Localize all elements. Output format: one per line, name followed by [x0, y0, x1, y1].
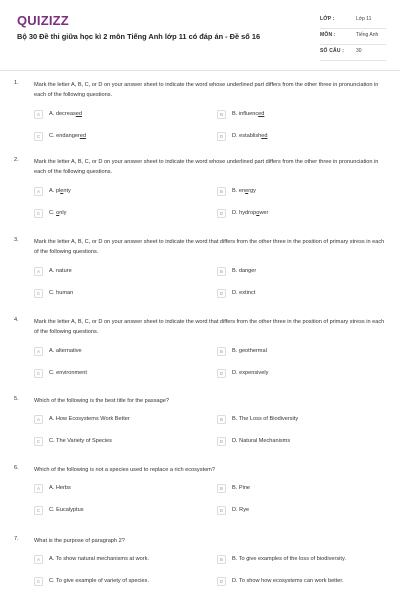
answer-option-d[interactable]: [217, 504, 249, 516]
question-number: 4.: [14, 317, 19, 323]
answer-option-a[interactable]: [34, 265, 72, 277]
option-letter-box[interactable]: A: [34, 110, 43, 119]
option-letter-box[interactable]: C: [34, 132, 43, 141]
answer-option-b[interactable]: [217, 482, 250, 494]
option-letter-box[interactable]: D: [217, 437, 226, 446]
meta-row-subject: [320, 31, 386, 45]
answer-option-a[interactable]: [34, 345, 82, 357]
option-text: B. geothermal: [232, 348, 267, 354]
underlined-part: ed: [258, 111, 265, 117]
option-letter-box[interactable]: C: [34, 577, 43, 586]
option-text: C. Eucalyptus: [49, 507, 84, 513]
option-letter-box[interactable]: D: [217, 506, 226, 515]
option-letter-box[interactable]: C: [34, 289, 43, 298]
option-text: B. influenced: [232, 111, 265, 117]
option-letter-box[interactable]: A: [34, 484, 43, 493]
question-text: Mark the letter A, B, C, or D on your answer sheet to indicate the word that differs from the other three in the position of primary stress in each of the following questions.: [34, 239, 385, 255]
answer-option-a[interactable]: [34, 413, 130, 425]
option-text: A. Herbs: [49, 485, 71, 491]
answer-option-c[interactable]: [34, 207, 66, 219]
option-letter-box[interactable]: D: [217, 132, 226, 141]
option-letter-box[interactable]: D: [217, 289, 226, 298]
option-letter-box[interactable]: B: [217, 415, 226, 424]
underlined-part: e: [245, 188, 249, 194]
option-letter-box[interactable]: C: [34, 506, 43, 515]
header-divider: [0, 70, 400, 71]
answer-option-a[interactable]: [34, 185, 71, 197]
question-number: 1.: [14, 80, 19, 86]
underlined-part: o: [56, 210, 60, 216]
answer-option-b[interactable]: [217, 185, 256, 197]
option-text: A. alternative: [49, 348, 82, 354]
answer-option-d[interactable]: [217, 367, 268, 379]
document-title: Bộ 30 Đề thi giữa học kì 2 môn Tiếng Anh lớp 11 có đáp án - Đề số 16: [17, 32, 261, 41]
page-header: [0, 0, 400, 68]
option-letter-box[interactable]: B: [217, 187, 226, 196]
underlined-part: e: [60, 188, 64, 194]
option-letter-box[interactable]: B: [217, 555, 226, 564]
question-text: Mark the letter A, B, C, or D on your answer sheet to indicate the word whose underlined part differs from the other three in pronunciation in each of the following questions.: [34, 159, 379, 175]
question-number: 7.: [14, 536, 19, 542]
question-number: 2.: [14, 157, 19, 163]
option-text: C. To give example of variety of species.: [49, 578, 150, 584]
answer-option-d[interactable]: [217, 435, 290, 447]
option-letter-box[interactable]: A: [34, 415, 43, 424]
option-text: A. How Ecosystems Work Better: [49, 416, 130, 422]
option-text: A. plenty: [49, 188, 71, 194]
option-letter-box[interactable]: C: [34, 209, 43, 218]
meta-row-question-count: [320, 47, 386, 61]
answer-option-c[interactable]: [34, 287, 73, 299]
option-text: B. To give examples of the loss of biodiversity.: [232, 556, 346, 562]
option-text: B. Pine: [232, 485, 251, 491]
option-text: C. endangered: [49, 133, 87, 139]
question-text: What is the purpose of paragraph 2?: [34, 538, 125, 544]
meta-value: Lớp 11: [356, 16, 372, 22]
option-text: C. environment: [49, 370, 87, 376]
option-text: C. only: [49, 210, 67, 216]
option-text: B. The Loss of Biodiversity: [232, 416, 299, 422]
question-text: Mark the letter A, B, C, or D on your answer sheet to indicate the word whose underlined part differs from the other three in pronunciation in each of the following questions.: [34, 82, 379, 98]
answer-option-b[interactable]: [217, 345, 267, 357]
underlined-part: ed: [79, 133, 87, 139]
quizizz-logo: QUIZIZZ: [17, 13, 69, 28]
meta-key: MÔN :: [320, 32, 336, 38]
option-letter-box[interactable]: C: [34, 369, 43, 378]
answer-option-b[interactable]: [217, 265, 256, 277]
option-letter-box[interactable]: A: [34, 347, 43, 356]
answer-option-c[interactable]: [34, 367, 87, 379]
underlined-part: ed: [261, 133, 268, 139]
underlined-part: o: [256, 210, 260, 216]
meta-key: LỚP :: [320, 16, 335, 22]
option-letter-box[interactable]: C: [34, 437, 43, 446]
question-text: Which of the following is the best title for the passage?: [34, 398, 169, 404]
meta-value: 30: [356, 48, 362, 54]
answer-option-d[interactable]: [217, 207, 268, 219]
option-letter-box[interactable]: A: [34, 555, 43, 564]
answer-option-b[interactable]: [217, 108, 264, 120]
option-letter-box[interactable]: D: [217, 209, 226, 218]
meta-value: Tiếng Anh: [356, 32, 379, 38]
option-text: C. The Variety of Species: [49, 438, 112, 444]
option-text: D. established: [232, 133, 268, 139]
option-text: C. human: [49, 290, 74, 296]
option-text: D. expensively: [232, 370, 269, 376]
option-letter-box[interactable]: D: [217, 577, 226, 586]
answer-option-a[interactable]: [34, 553, 149, 565]
underlined-part: ed: [75, 111, 82, 117]
answer-option-a[interactable]: [34, 108, 82, 120]
answer-option-c[interactable]: [34, 575, 149, 587]
answer-option-d[interactable]: [217, 130, 267, 142]
option-text: A. decreased: [49, 111, 82, 117]
meta-panel: [320, 15, 386, 61]
option-text: D. To show how ecosystems can work better.: [232, 578, 344, 584]
option-letter-box[interactable]: B: [217, 347, 226, 356]
meta-key: SỐ CÂU :: [320, 48, 345, 54]
meta-row-class: [320, 15, 386, 29]
option-text: A. To show natural mechanisms at work.: [49, 556, 150, 562]
option-text: D. extinct: [232, 290, 256, 296]
option-letter-box[interactable]: B: [217, 110, 226, 119]
answer-option-d[interactable]: [217, 575, 344, 587]
option-text: B. danger: [232, 268, 257, 274]
answer-option-b[interactable]: [217, 553, 346, 565]
answer-option-c[interactable]: [34, 130, 86, 142]
option-text: D. hydropower: [232, 210, 269, 216]
question-number: 3.: [14, 237, 19, 243]
option-text: A. nature: [49, 268, 72, 274]
answer-option-d[interactable]: [217, 287, 255, 299]
question-text: Which of the following is not a species used to replace a rich ecosystem?: [34, 467, 215, 473]
question-number: 6.: [14, 465, 19, 471]
answer-option-b[interactable]: [217, 413, 298, 425]
option-letter-box[interactable]: B: [217, 484, 226, 493]
option-text: D. Natural Mechanisms: [232, 438, 291, 444]
option-letter-box[interactable]: D: [217, 369, 226, 378]
option-letter-box[interactable]: A: [34, 187, 43, 196]
option-letter-box[interactable]: B: [217, 267, 226, 276]
option-letter-box[interactable]: A: [34, 267, 43, 276]
option-text: B. energy: [232, 188, 256, 194]
answer-option-c[interactable]: [34, 435, 112, 447]
question-number: 5.: [14, 396, 19, 402]
question-text: Mark the letter A, B, C, or D on your answer sheet to indicate the word that differs from the other three in the position of primary stress in each of the following questions.: [34, 319, 385, 335]
option-text: D. Rye: [232, 507, 250, 513]
answer-option-c[interactable]: [34, 504, 84, 516]
answer-option-a[interactable]: [34, 482, 71, 494]
